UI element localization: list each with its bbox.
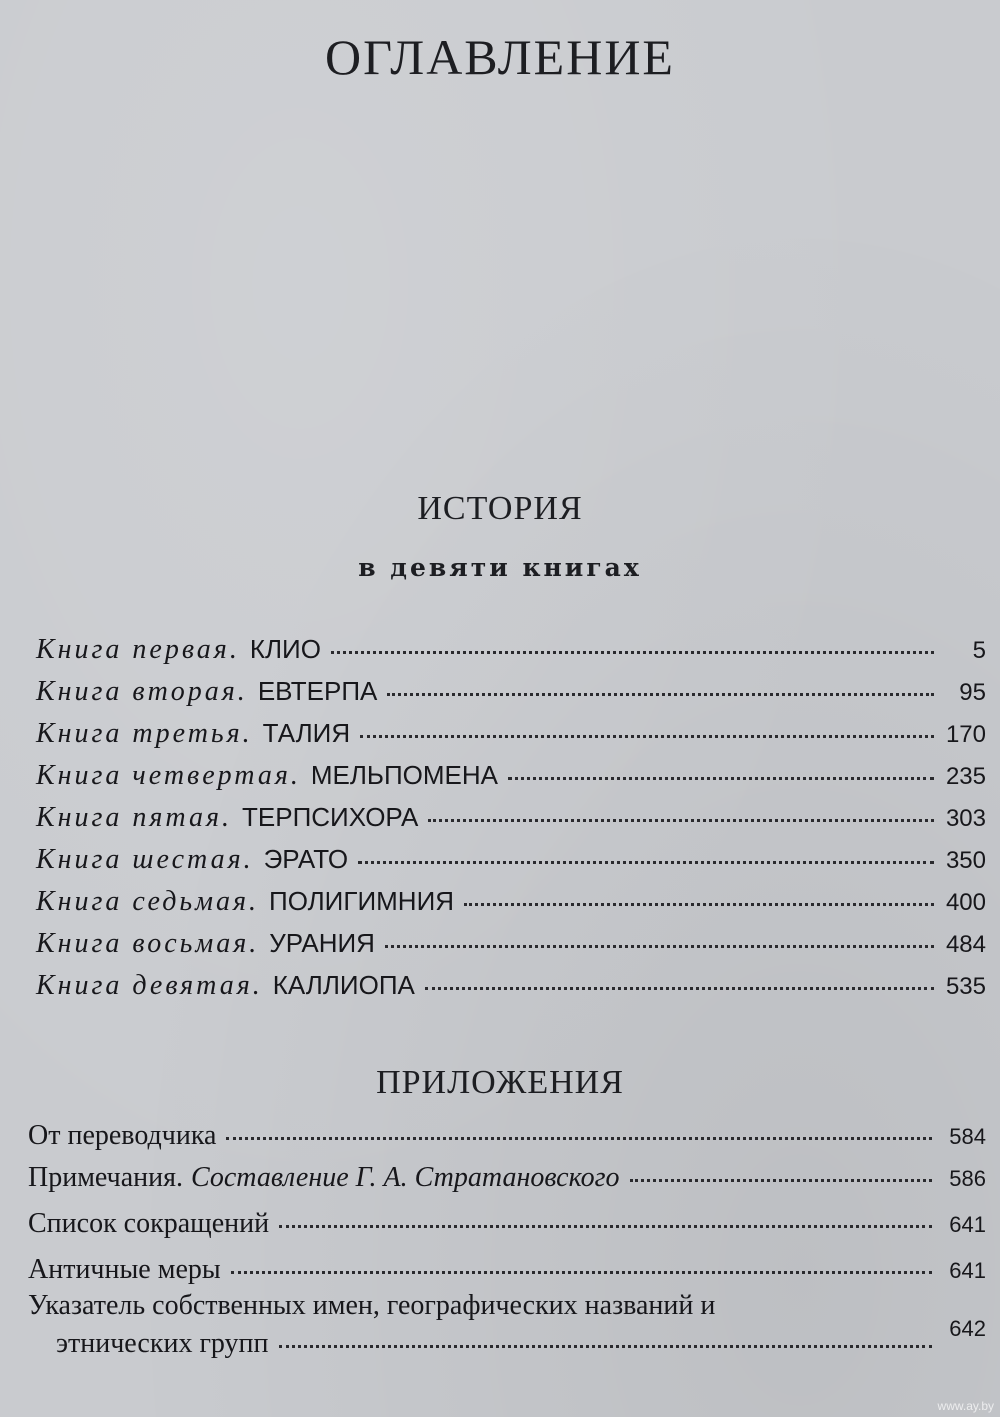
toc-row-book-2[interactable] xyxy=(36,676,986,718)
toc-row-book-6[interactable] xyxy=(36,844,986,886)
toc-row-appendix-index[interactable] xyxy=(28,1290,986,1360)
index-line-1: Указатель собственных имен, географических названий и xyxy=(28,1290,716,1321)
page-number: 5 xyxy=(972,637,986,664)
book-label: Книга седьмая. xyxy=(36,886,259,917)
leader-dots xyxy=(428,819,934,822)
page-number: 584 xyxy=(949,1124,986,1149)
book-name: ТЕРПСИХОРА xyxy=(242,802,419,832)
leader-dots xyxy=(425,987,934,990)
leader-dots xyxy=(331,651,934,654)
page-number: 484 xyxy=(945,931,986,958)
appendix-author: Составление Г. А. Стратановского xyxy=(191,1162,620,1193)
book-label: Книга шестая. xyxy=(36,844,254,875)
book-name: КАЛЛИОПА xyxy=(272,970,415,1000)
appendix-label: Примечания. xyxy=(28,1162,184,1193)
appendices-title: ПРИЛОЖЕНИЯ xyxy=(376,1064,624,1101)
book-label: Книга вторая. xyxy=(36,676,248,707)
book-name: ПОЛИГИМНИЯ xyxy=(269,886,455,916)
toc-row-book-9[interactable] xyxy=(36,970,986,1012)
leader-dots xyxy=(226,1137,932,1140)
appendix-label: От переводчика xyxy=(28,1120,217,1151)
page-number: 350 xyxy=(945,847,986,874)
book-label: Книга первая. xyxy=(36,634,240,665)
toc-row-book-7[interactable] xyxy=(36,886,986,928)
page-number: 642 xyxy=(949,1316,986,1341)
book-label: Книга восьмая. xyxy=(36,928,260,959)
leader-dots xyxy=(279,1345,932,1348)
toc-row-book-8[interactable] xyxy=(36,928,986,970)
watermark: www.ay.by xyxy=(937,1399,994,1413)
leader-dots xyxy=(464,903,934,906)
toc-row-book-4[interactable] xyxy=(36,760,986,802)
book-label: Книга пятая. xyxy=(36,802,233,833)
book-label: Книга третья. xyxy=(36,718,253,749)
toc-row-book-1[interactable] xyxy=(36,634,986,676)
history-subtitle: в девяти книгах xyxy=(358,553,642,582)
leader-dots xyxy=(387,693,934,696)
book-name: ЕВТЕРПА xyxy=(257,676,378,706)
page-number: 641 xyxy=(949,1212,986,1237)
history-title: ИСТОРИЯ xyxy=(417,490,583,527)
leader-dots xyxy=(231,1271,932,1274)
page-title: ОГЛАВЛЕНИЕ xyxy=(325,29,675,85)
book-name: МЕЛЬПОМЕНА xyxy=(310,760,498,790)
book-label: Книга девятая. xyxy=(36,970,263,1001)
toc-row-book-3[interactable] xyxy=(36,718,986,760)
appendix-label: Античные меры xyxy=(28,1254,221,1285)
toc-row-appendix-3[interactable] xyxy=(28,1208,986,1250)
book-name: УРАНИЯ xyxy=(269,928,375,958)
leader-dots xyxy=(508,777,934,780)
page-number: 235 xyxy=(945,763,986,790)
toc-row-appendix-1[interactable] xyxy=(28,1120,986,1162)
book-label: Книга четвертая. xyxy=(36,760,301,791)
leader-dots xyxy=(630,1179,932,1182)
page-number: 535 xyxy=(945,973,986,1000)
index-line-2-row xyxy=(28,1328,986,1360)
index-line-2: этнических групп xyxy=(56,1328,269,1359)
book-name: КЛИО xyxy=(249,634,321,664)
appendix-label: Список сокращений xyxy=(28,1208,270,1239)
toc-row-appendix-2[interactable] xyxy=(28,1162,986,1204)
leader-dots xyxy=(358,861,934,864)
page-number: 95 xyxy=(959,679,986,706)
page-number: 303 xyxy=(945,805,986,832)
page-number: 170 xyxy=(945,721,986,748)
leader-dots xyxy=(385,945,934,948)
leader-dots xyxy=(279,1225,932,1228)
leader-dots xyxy=(360,735,934,738)
book-name: ЭРАТО xyxy=(263,844,349,874)
page-number: 641 xyxy=(949,1258,986,1283)
book-name: ТАЛИЯ xyxy=(262,718,351,748)
page-number: 400 xyxy=(945,889,986,916)
page-number: 586 xyxy=(949,1166,986,1191)
toc-row-book-5[interactable] xyxy=(36,802,986,844)
